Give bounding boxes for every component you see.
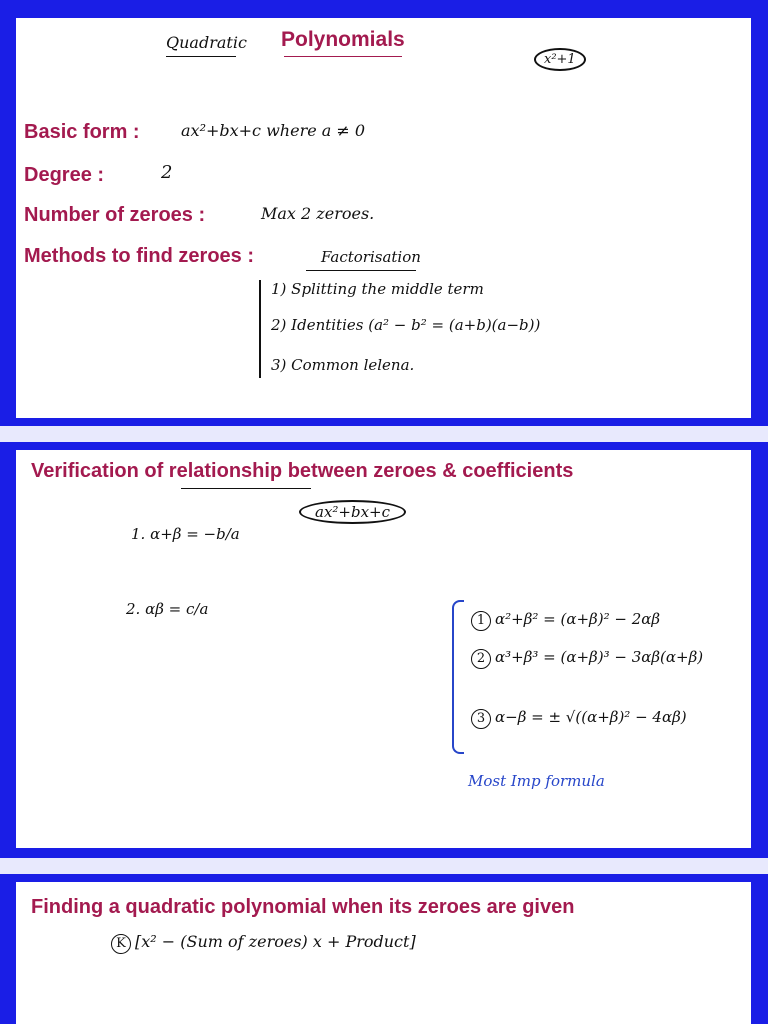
degree-label: Degree : — [24, 164, 105, 186]
method-3: 3) Common lelena. — [271, 356, 415, 374]
degree-note: 2 — [161, 162, 173, 183]
slide-2-title: Verification of relationship between zeroes & coefficients — [31, 460, 574, 482]
methods-label: Methods to find zeroes : — [24, 245, 254, 267]
k-circle: K — [111, 934, 131, 954]
slide-1-title: Polynomials — [281, 28, 405, 51]
method-2: 2) Identities (a² − b² = (a+b)(a−b)) — [271, 316, 541, 334]
methods-note-underline — [306, 270, 416, 271]
zeroes-note: Max 2 zeroes. — [261, 204, 375, 223]
formula-3-text: α−β = ± √((α+β)² − 4αβ) — [495, 708, 687, 726]
slide-3-note — [111, 932, 416, 954]
basic-form-note: ax²+bx+c where a ≠ 0 — [181, 121, 366, 140]
title-note: Quadratic — [166, 33, 247, 52]
corner-note: x²+1 — [534, 48, 586, 71]
formula-2-number: 2 — [471, 649, 491, 669]
slide-3 — [16, 882, 751, 1024]
title-note-underline — [166, 56, 236, 57]
slide-3-note-text: [x² − (Sum of zeroes) x + Product] — [135, 932, 416, 951]
title-wavy-underline — [181, 488, 311, 489]
formula-1-number: 1 — [471, 611, 491, 631]
formula-1 — [471, 610, 660, 631]
slide-1-title-underline — [284, 56, 402, 57]
basic-form-label: Basic form : — [24, 121, 140, 143]
form-note: ax²+bx+c — [299, 500, 406, 524]
formula-2 — [471, 648, 703, 669]
formula-1-text: α²+β² = (α+β)² − 2αβ — [495, 610, 661, 628]
slide-3-title: Finding a quadratic polynomial when its zeroes are given — [31, 896, 575, 918]
formulas-bracket — [452, 600, 464, 754]
slide-divider — [0, 426, 768, 442]
zeroes-label: Number of zeroes : — [24, 204, 206, 226]
methods-bracket — [259, 280, 261, 378]
slide-1 — [16, 18, 751, 418]
formula-3-number: 3 — [471, 709, 491, 729]
relation-1: 1. α+β = −b/a — [131, 525, 240, 543]
formulas-note: Most Imp formula — [468, 772, 605, 790]
formula-3 — [471, 708, 687, 729]
slide-2 — [16, 450, 751, 848]
relation-2: 2. αβ = c/a — [126, 600, 209, 618]
slide-divider-2 — [0, 858, 768, 874]
methods-note: Factorisation — [321, 248, 421, 266]
formula-2-text: α³+β³ = (α+β)³ − 3αβ(α+β) — [495, 648, 704, 666]
method-1: 1) Splitting the middle term — [271, 280, 484, 298]
